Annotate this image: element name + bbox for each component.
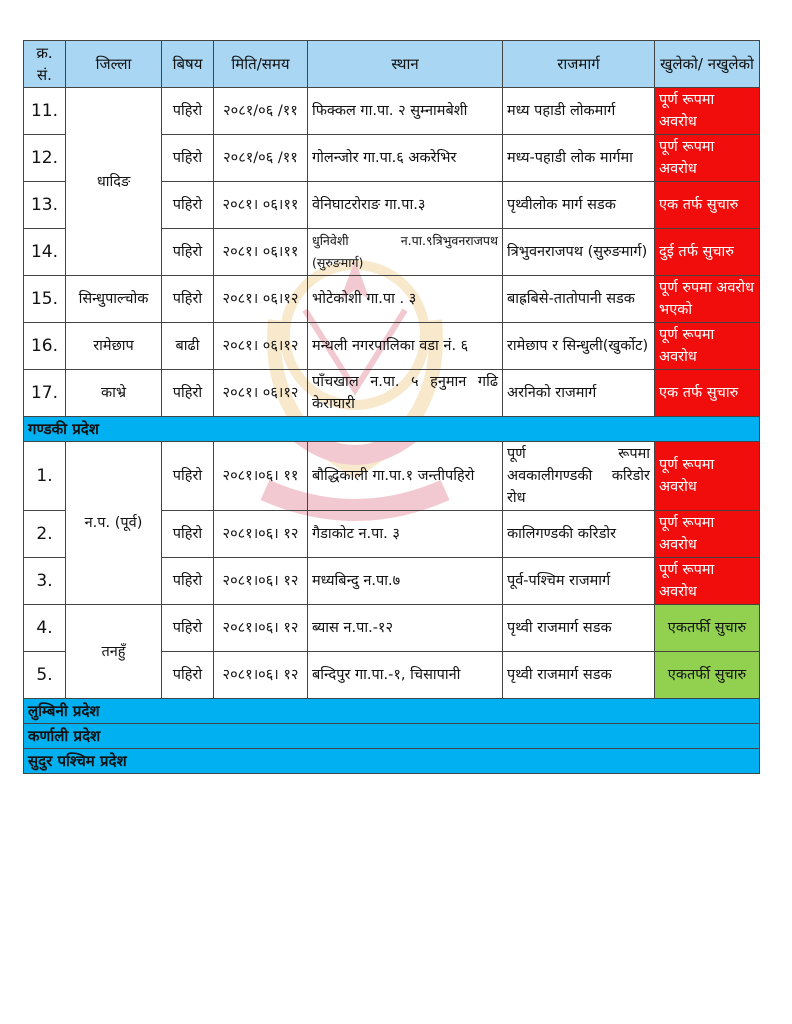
row-sn: 5. bbox=[24, 652, 66, 699]
row-status: पूर्ण रूपमा अवरोध bbox=[655, 511, 760, 558]
row-subject: पहिरो bbox=[162, 652, 214, 699]
row-date: २०८१। ०६।१२ bbox=[214, 370, 308, 417]
row-place: भोटेकोशी गा.पा . ३ bbox=[308, 276, 503, 323]
row-date: २०८१।०६। ११ bbox=[214, 442, 308, 511]
row-sn: 14. bbox=[24, 229, 66, 276]
row-status: पूर्ण रूपमा अवरोध bbox=[655, 135, 760, 182]
row-date: २०८१। ०६।११ bbox=[214, 182, 308, 229]
row-sn: 4. bbox=[24, 605, 66, 652]
row-date: २०८१। ०६।१२ bbox=[214, 276, 308, 323]
row-place: गोलन्जोर गा.पा.६ अकरेभिर bbox=[308, 135, 503, 182]
row-status: पूर्ण रूपमा अवरोध bbox=[655, 88, 760, 135]
row-date: २०८१।०६। १२ bbox=[214, 605, 308, 652]
province-lumbini: लुम्बिनी प्रदेश bbox=[24, 699, 760, 724]
row-date: २०८१। ०६।१२ bbox=[214, 323, 308, 370]
province-row-lumbini bbox=[24, 699, 760, 724]
row-highway: पृथ्वी राजमार्ग सडक bbox=[503, 652, 655, 699]
table-row bbox=[24, 276, 760, 323]
row-date: २०८१।०६। १२ bbox=[214, 652, 308, 699]
row-subject: पहिरो bbox=[162, 511, 214, 558]
header-subject: बिषय bbox=[162, 41, 214, 88]
header-highway: राजमार्ग bbox=[503, 41, 655, 88]
province-row-karnali bbox=[24, 724, 760, 749]
header-sn: क्र. सं. bbox=[24, 41, 66, 88]
row-subject: पहिरो bbox=[162, 135, 214, 182]
row-status: पूर्ण रूपमा अवरोध bbox=[655, 558, 760, 605]
row-date: २०८१।०६। १२ bbox=[214, 511, 308, 558]
row-subject: बाढी bbox=[162, 323, 214, 370]
row-status: एक तर्फ सुचारु bbox=[655, 182, 760, 229]
row-place: धुनिवेशी न.पा.९त्रिभुवनराजपथ (सुरुङमार्ग) bbox=[308, 229, 503, 276]
row-highway: बाह्रबिसे-तातोपानी सडक bbox=[503, 276, 655, 323]
header-status: खुलेको/ नखुलेको bbox=[655, 41, 760, 88]
province-row-sudurpaschim bbox=[24, 749, 760, 774]
row-date: २०८१।०६। १२ bbox=[214, 558, 308, 605]
row-district: रामेछाप bbox=[66, 323, 162, 370]
row-highway: पूर्ण रूपमा अवकालीगण्डकी करिडोर रोध bbox=[503, 442, 655, 511]
row-subject: पहिरो bbox=[162, 442, 214, 511]
row-subject: पहिरो bbox=[162, 605, 214, 652]
row-status: दुई तर्फ सुचारु bbox=[655, 229, 760, 276]
row-highway: मध्य पहाडी लोकमार्ग bbox=[503, 88, 655, 135]
table-row bbox=[24, 323, 760, 370]
row-sn: 16. bbox=[24, 323, 66, 370]
row-highway: अरनिको राजमार्ग bbox=[503, 370, 655, 417]
road-status-table bbox=[23, 40, 760, 774]
row-place: बन्दिपुर गा.पा.-१, चिसापानी bbox=[308, 652, 503, 699]
row-subject: पहिरो bbox=[162, 370, 214, 417]
row-place: फिक्कल गा.पा. २ सुम्नामबेशी bbox=[308, 88, 503, 135]
row-date: २०८१/०६ /११ bbox=[214, 88, 308, 135]
province-gandaki: गण्डकी प्रदेश bbox=[24, 417, 760, 442]
province-row-gandaki bbox=[24, 417, 760, 442]
row-highway: पृथ्वी राजमार्ग सडक bbox=[503, 605, 655, 652]
row-district: काभ्रे bbox=[66, 370, 162, 417]
table-header-row bbox=[24, 41, 760, 88]
row-place: गैडाकोट न.पा. ३ bbox=[308, 511, 503, 558]
row-subject: पहिरो bbox=[162, 229, 214, 276]
row-subject: पहिरो bbox=[162, 88, 214, 135]
row-sn: 13. bbox=[24, 182, 66, 229]
district-dhading: धादिङ bbox=[66, 88, 162, 276]
row-status: एक तर्फ सुचारु bbox=[655, 370, 760, 417]
row-highway: मध्य-पहाडी लोक मार्गमा bbox=[503, 135, 655, 182]
row-status: पूर्ण रुपमा अवरोध भएको bbox=[655, 276, 760, 323]
table-row bbox=[24, 442, 760, 511]
row-place: मन्थली नगरपालिका वडा नं. ६ bbox=[308, 323, 503, 370]
row-sn: 12. bbox=[24, 135, 66, 182]
row-sn: 15. bbox=[24, 276, 66, 323]
row-highway: कालिगण्डकी करिडोर bbox=[503, 511, 655, 558]
row-place: वेनिघाटरोराङ गा.पा.३ bbox=[308, 182, 503, 229]
row-highway: पूर्व-पश्चिम राजमार्ग bbox=[503, 558, 655, 605]
province-sudurpaschim: सुदुर पश्चिम प्रदेश bbox=[24, 749, 760, 774]
district-tanahun: तनहुँ bbox=[66, 605, 162, 699]
table-row bbox=[24, 88, 760, 135]
row-place: ब्यास न.पा.-१२ bbox=[308, 605, 503, 652]
row-sn: 17. bbox=[24, 370, 66, 417]
row-highway: पृथ्वीलोक मार्ग सडक bbox=[503, 182, 655, 229]
province-karnali: कर्णाली प्रदेश bbox=[24, 724, 760, 749]
row-sn: 2. bbox=[24, 511, 66, 558]
row-status: पूर्ण रूपमा अवरोध bbox=[655, 442, 760, 511]
row-place: बौद्धिकाली गा.पा.१ जन्तीपहिरो bbox=[308, 442, 503, 511]
row-district: सिन्धुपाल्चोक bbox=[66, 276, 162, 323]
row-highway: रामेछाप र सिन्धुली(खुर्कोट) bbox=[503, 323, 655, 370]
row-highway: त्रिभुवनराजपथ (सुरुङमार्ग) bbox=[503, 229, 655, 276]
row-place: मध्यबिन्दु न.पा.७ bbox=[308, 558, 503, 605]
row-sn: 11. bbox=[24, 88, 66, 135]
row-status: एकतर्फी सुचारु bbox=[655, 605, 760, 652]
row-date: २०८१/०६ /११ bbox=[214, 135, 308, 182]
table-row bbox=[24, 605, 760, 652]
header-place: स्थान bbox=[308, 41, 503, 88]
row-subject: पहिरो bbox=[162, 182, 214, 229]
row-subject: पहिरो bbox=[162, 558, 214, 605]
header-district: जिल्ला bbox=[66, 41, 162, 88]
table-row bbox=[24, 370, 760, 417]
row-sn: 1. bbox=[24, 442, 66, 511]
row-place: पाँचखाल न.पा. ५ हनुमान गढि केराघारी bbox=[308, 370, 503, 417]
row-date: २०८१। ०६।११ bbox=[214, 229, 308, 276]
row-subject: पहिरो bbox=[162, 276, 214, 323]
row-status: एकतर्फी सुचारु bbox=[655, 652, 760, 699]
row-status: पूर्ण रूपमा अवरोध bbox=[655, 323, 760, 370]
header-datetime: मिति/समय bbox=[214, 41, 308, 88]
row-sn: 3. bbox=[24, 558, 66, 605]
district-nawalpur: न.प. (पूर्व) bbox=[66, 442, 162, 605]
